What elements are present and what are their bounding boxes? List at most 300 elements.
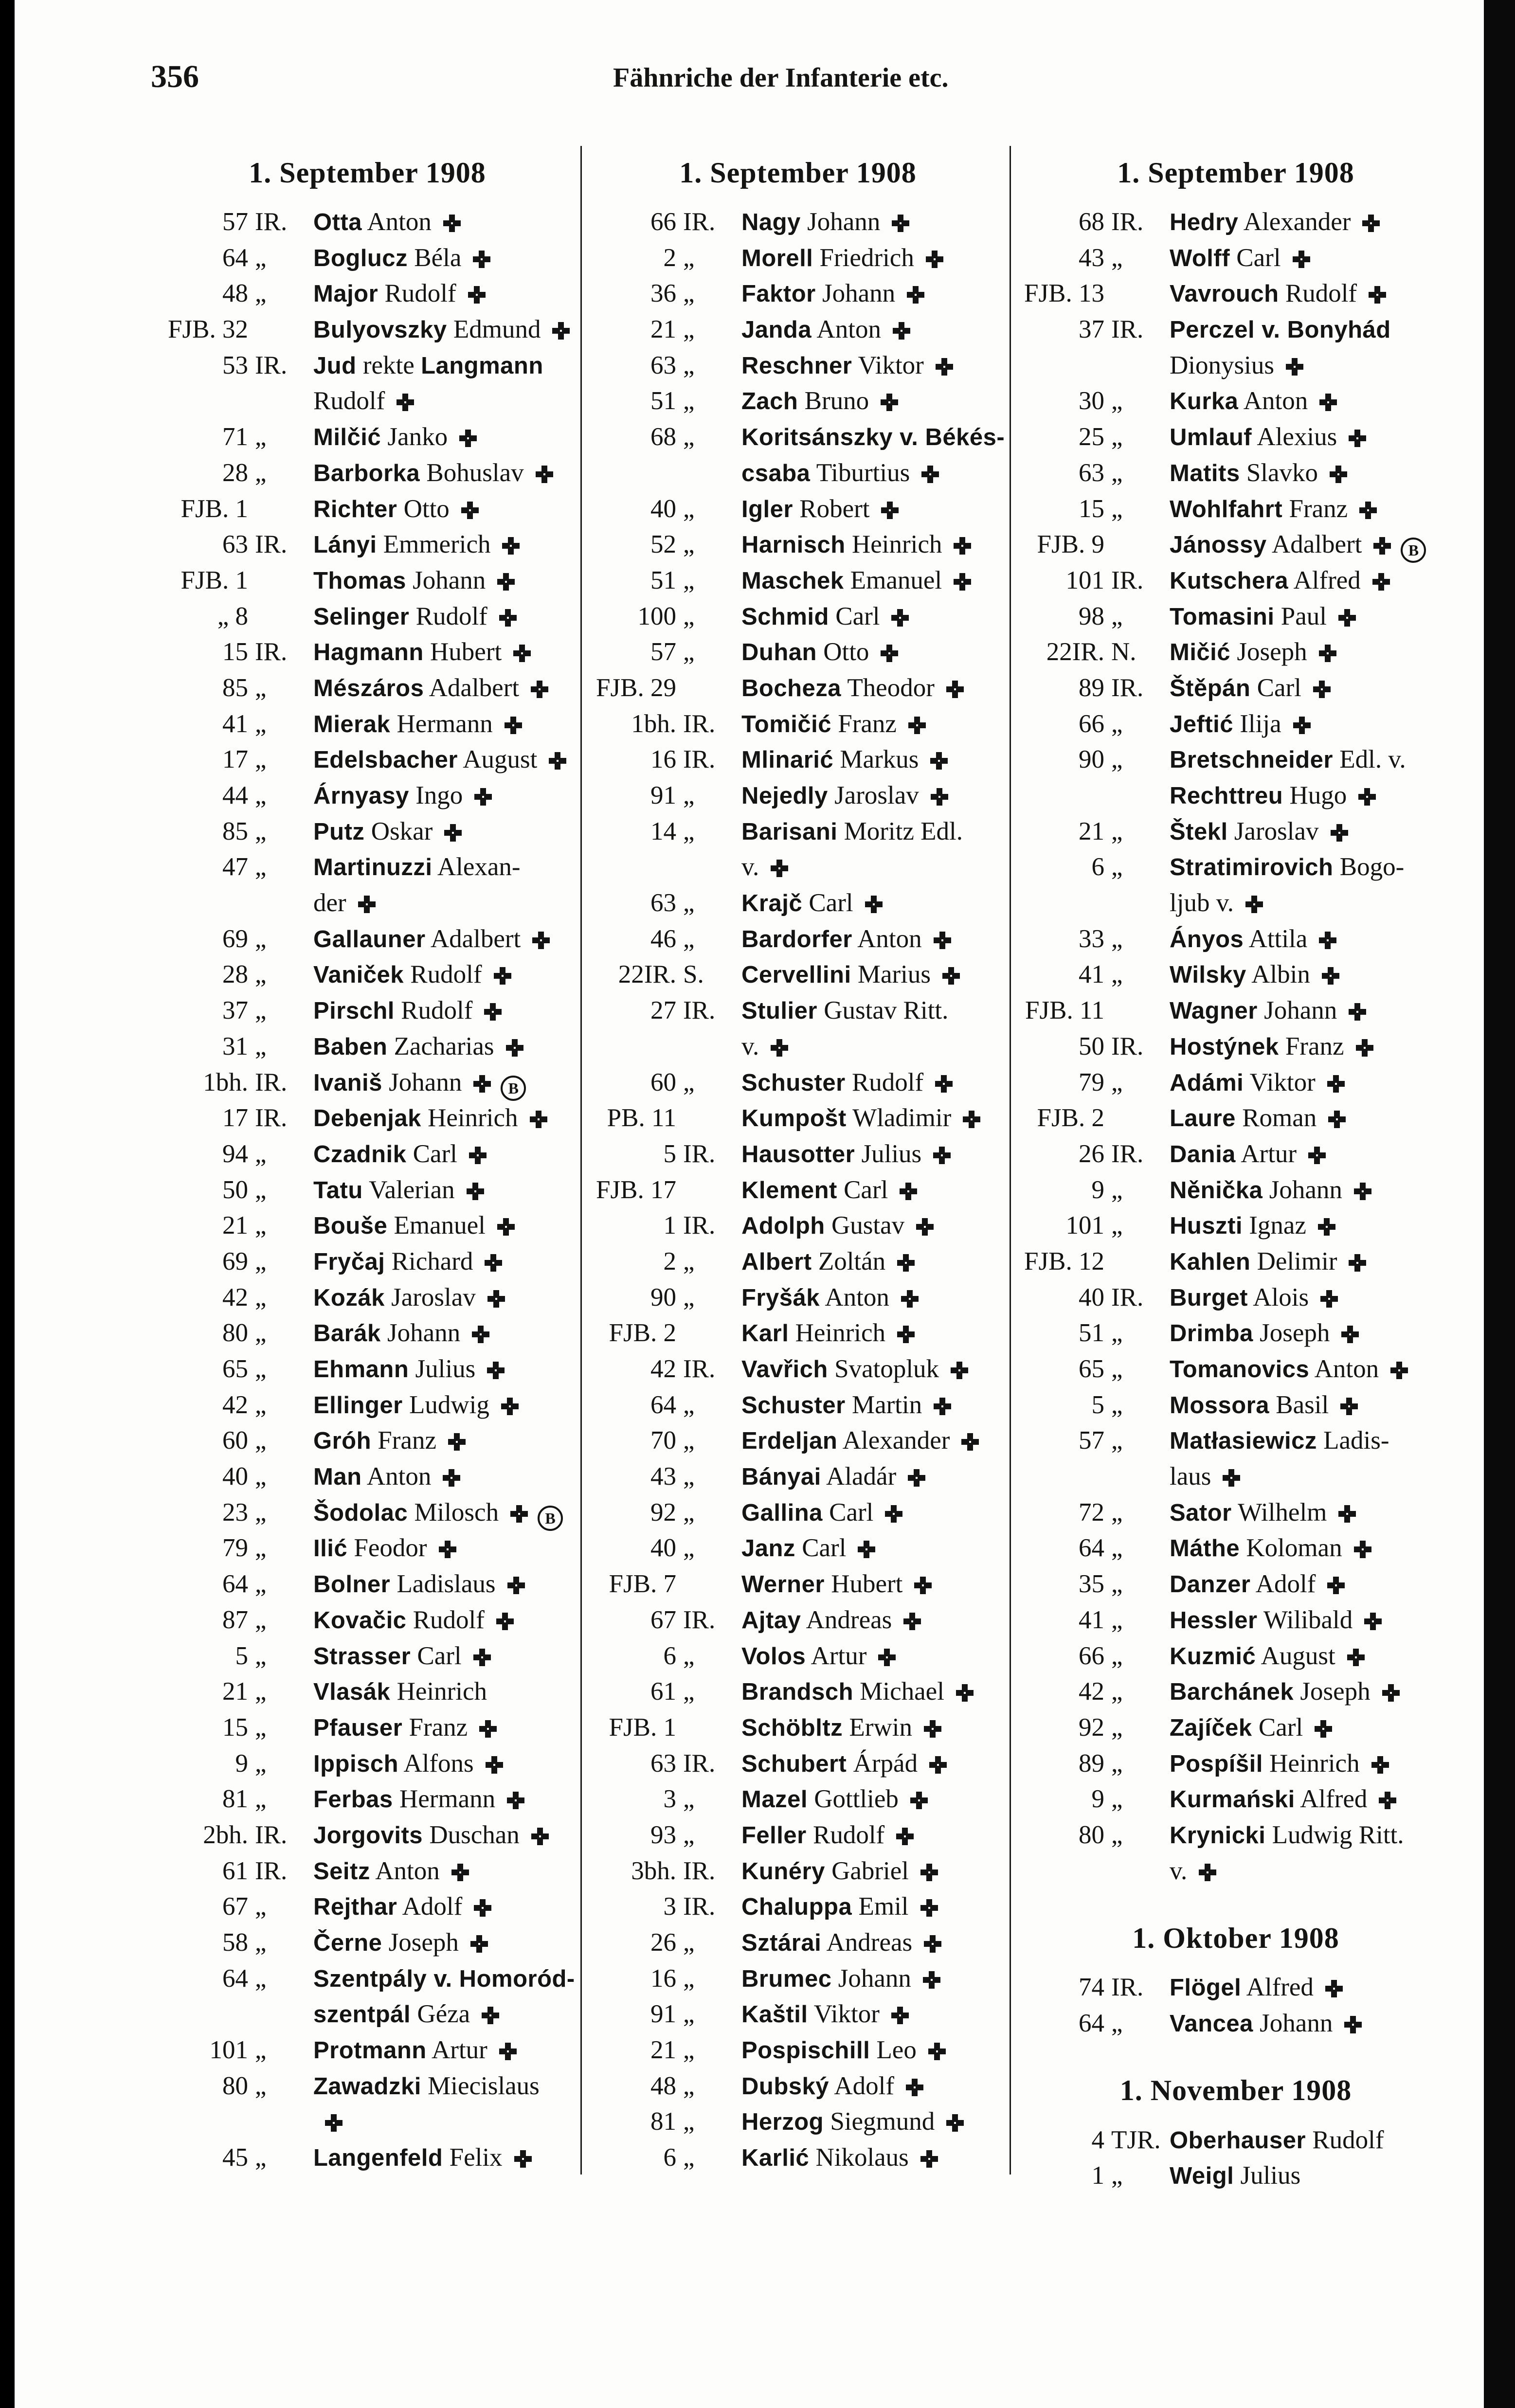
regiment-number: 80: [222, 2071, 248, 2100]
regiment-type: „: [683, 1534, 695, 1563]
surname: Langenfeld: [313, 2145, 443, 2172]
given-name: Rudolf: [1285, 279, 1357, 308]
list-item: [1017, 491, 1455, 527]
person-name: [1164, 1351, 1409, 1387]
cross-icon: [458, 429, 478, 448]
person-name: [307, 1280, 506, 1316]
cross-icon: [890, 608, 910, 628]
surname: Dania: [1170, 1141, 1236, 1168]
regiment-type: „: [255, 1355, 267, 1383]
regiment-type: „: [683, 2036, 695, 2065]
regiment-type: [1104, 1459, 1164, 1495]
person-name: [1164, 563, 1391, 599]
cross-icon: [438, 1540, 457, 1559]
list-item: [161, 1602, 574, 1638]
person-name: [736, 814, 963, 850]
person-name: [1164, 599, 1357, 635]
person-name: [736, 1925, 942, 1961]
regiment-number: 70: [650, 1426, 676, 1455]
list-item: [161, 1530, 574, 1566]
list-item: [161, 2140, 574, 2176]
cross-icon: [1372, 536, 1392, 556]
given-name: Anton: [367, 208, 432, 236]
regiment-number: 6: [663, 2143, 676, 2172]
regiment-number: FJB. 12: [1024, 1247, 1104, 1276]
given-name: Ilija: [1240, 709, 1281, 738]
person-name: [736, 634, 899, 670]
person-name: [1164, 1746, 1390, 1782]
cross-icon: [460, 501, 480, 520]
person-name: [1164, 1459, 1241, 1495]
regiment-type: „: [255, 1498, 267, 1527]
surname: Kutschera: [1170, 567, 1289, 594]
person-name: [307, 527, 521, 563]
surname: Laure: [1170, 1105, 1236, 1132]
surname: Stratimirovich: [1170, 854, 1334, 881]
given-name: Joseph: [388, 1928, 459, 1957]
cross-icon: [1378, 1791, 1397, 1810]
surname: Vavrouch: [1170, 281, 1279, 307]
person-name: [1164, 1710, 1333, 1746]
surname: Wohlfahrt: [1170, 496, 1283, 522]
cross-icon: [1348, 1253, 1367, 1273]
person-name: [1164, 2158, 1300, 2194]
regiment-type: [248, 383, 307, 419]
list-item: [589, 1602, 1007, 1638]
regiment-number: 66: [650, 208, 676, 236]
regiment-number: [589, 849, 676, 885]
regiment-type: „: [1111, 1605, 1123, 1634]
regiment-number: 46: [650, 924, 676, 953]
cross-icon: [1337, 1504, 1357, 1524]
regiment-number: 92: [650, 1498, 676, 1527]
surname: Barisani: [741, 818, 838, 845]
given-name: Bruno: [804, 387, 869, 415]
section-heading: 1. September 1908: [249, 156, 486, 189]
regiment-type: „: [683, 638, 695, 666]
given-name: Alfred: [1293, 566, 1361, 594]
regiment-type: „: [683, 351, 695, 379]
regiment-number: 21: [1079, 817, 1104, 845]
regiment-type: IR.: [683, 1892, 716, 1921]
surname: Debenjak: [313, 1105, 421, 1132]
entry-list: [1017, 204, 1455, 1889]
list-item: [161, 2032, 574, 2068]
regiment-number: 51: [650, 387, 676, 415]
regiment-number: 1: [663, 1211, 676, 1240]
given-name: Carl: [1236, 243, 1281, 272]
list-item: [1017, 1315, 1455, 1351]
cross-icon: [941, 966, 961, 986]
list-item: [589, 2032, 1007, 2068]
given-name: Alfred: [1300, 1785, 1368, 1814]
cross-icon: [1355, 1038, 1374, 1058]
given-name: Oskar: [371, 817, 433, 845]
regiment-type: „: [1111, 602, 1123, 630]
given-name: Viktor: [858, 351, 924, 379]
cross-icon: [1357, 787, 1377, 807]
list-item: [589, 634, 1007, 670]
list-item: [589, 1065, 1007, 1101]
regiment-number: [1017, 1459, 1104, 1495]
list-item: [161, 527, 574, 563]
person-name: [307, 1423, 467, 1459]
person-name: [736, 2068, 924, 2104]
cross-icon: [472, 250, 491, 269]
list-item: [589, 1961, 1007, 1997]
regiment-number: 40: [222, 1462, 248, 1491]
list-item: [589, 563, 1007, 599]
regiment-type: „: [255, 1247, 267, 1276]
cross-icon: [471, 1325, 490, 1344]
surname: csaba: [741, 460, 811, 486]
given-name: Viktor: [813, 2000, 880, 2029]
surname: Kumpošt: [741, 1105, 847, 1132]
person-name: [1164, 849, 1404, 885]
surname: Szentpály v. Homoród-: [313, 1965, 575, 1992]
surname: Hagmann: [313, 639, 424, 666]
regiment-number: 71: [222, 423, 248, 451]
regiment-number: FJB. 9: [1037, 530, 1104, 559]
person-name: [736, 1172, 918, 1208]
cross-icon: [1321, 966, 1340, 986]
person-name: [1164, 1280, 1339, 1316]
cross-icon: [1329, 465, 1348, 484]
given-name: Rudolf: [1312, 2125, 1384, 2154]
person-name: [1164, 1136, 1327, 1172]
regiment-number: 66: [1079, 709, 1104, 738]
section-heading: 1. November 1908: [1119, 2074, 1352, 2107]
cross-icon: [493, 966, 512, 986]
regiment-type: „: [1111, 1426, 1123, 1455]
given-name: Andreas: [806, 1605, 892, 1634]
list-item: [161, 921, 574, 957]
surname: Tomasini: [1170, 603, 1275, 630]
regiment-number: 14: [650, 817, 676, 845]
given-name: Martin: [851, 1390, 922, 1419]
person-name: [1164, 778, 1377, 814]
person-name: [307, 706, 523, 742]
surname: Máthe: [1170, 1535, 1240, 1562]
person-name: [307, 814, 463, 850]
surname: szentpál: [313, 2001, 411, 2028]
regiment-number: 3: [663, 1785, 676, 1814]
person-name: [736, 383, 899, 419]
regiment-type: IR.: [255, 1104, 288, 1132]
person-name: [307, 1996, 500, 2032]
column-2: [589, 141, 1007, 2176]
regiment-number: 65: [1079, 1355, 1104, 1383]
surname: Barchánek: [1170, 1679, 1294, 1706]
column-3: [1017, 141, 1455, 2194]
regiment-type: „: [683, 1820, 695, 1849]
surname: Adámi: [1170, 1069, 1244, 1096]
list-item: [589, 1710, 1007, 1746]
person-name: [1164, 1853, 1217, 1889]
person-name: [736, 527, 972, 563]
given-name: Zacharias: [394, 1032, 494, 1060]
person-name: [1164, 527, 1426, 563]
surname: Milčić: [313, 424, 381, 451]
surname: Strasser: [313, 1643, 411, 1670]
surname: Lányi: [313, 532, 377, 558]
column-divider: [1010, 146, 1011, 2174]
person-name: [307, 1674, 487, 1710]
person-name: [736, 312, 911, 348]
regiment-type: „: [1111, 1677, 1123, 1706]
entry-list: [1017, 2122, 1455, 2194]
person-name: [307, 1710, 498, 1746]
given-name: Moritz Edl.: [844, 817, 963, 845]
person-name: [1164, 1423, 1389, 1459]
given-name: Johann: [1260, 2009, 1333, 2037]
regiment-number: 93: [650, 1820, 676, 1849]
regiment-number: 43: [1079, 243, 1104, 272]
entry-list: [1017, 1970, 1455, 2041]
given-name: Viktor: [1249, 1068, 1316, 1096]
regiment-number: 85: [222, 673, 248, 702]
regiment-number: 27: [650, 996, 676, 1025]
given-name: Johann: [413, 566, 486, 594]
surname: Tomanovics: [1170, 1356, 1310, 1383]
scan-border: [1484, 0, 1515, 2408]
cross-icon: [913, 1576, 933, 1595]
regiment-number: 40: [650, 494, 676, 523]
person-name: [307, 240, 491, 276]
regiment-type: „: [255, 2036, 267, 2065]
list-item: [589, 599, 1007, 635]
given-name: Feodor: [354, 1534, 427, 1563]
cross-icon: [770, 859, 789, 878]
regiment-type: [676, 1172, 736, 1208]
regiment-number: 64: [650, 1390, 676, 1419]
list-item: [1017, 1602, 1455, 1638]
regiment-type: [676, 1029, 736, 1065]
cross-icon: [923, 1934, 942, 1954]
cross-icon: [907, 716, 927, 735]
cross-icon: [1318, 931, 1337, 950]
surname: Kurka: [1170, 388, 1239, 415]
cross-icon: [953, 536, 972, 556]
surname: Janda: [741, 317, 812, 343]
cross-icon: [962, 1110, 981, 1129]
regiment-number: FJB. 32: [168, 315, 248, 344]
person-name: [736, 993, 948, 1029]
person-name: [307, 1351, 505, 1387]
given-name: Anton: [857, 924, 922, 953]
person-name: [736, 2032, 947, 2068]
regiment-number: 26: [650, 1928, 676, 1957]
regiment-number: 64: [222, 243, 248, 272]
person-name: [307, 1387, 520, 1423]
given-name: Siegmund: [830, 2107, 935, 2136]
regiment-type: „: [683, 1283, 695, 1312]
regiment-number: [589, 1029, 676, 1065]
list-item: [161, 1925, 574, 1961]
page-number: 356: [151, 59, 199, 94]
list-item: [1017, 563, 1455, 599]
regiment-type: [676, 455, 736, 491]
given-name: Otto: [403, 494, 450, 523]
regiment-number: 37: [1079, 315, 1104, 344]
person-name: [736, 1889, 939, 1925]
regiment-type: „: [683, 387, 695, 415]
regiment-type: IR.: [1111, 1032, 1144, 1060]
cross-icon: [880, 393, 899, 412]
list-item: [161, 1961, 574, 1997]
list-item: [1017, 1351, 1455, 1387]
list-item: [589, 2068, 1007, 2104]
regiment-type: „: [255, 1749, 267, 1778]
cross-icon: [530, 680, 549, 699]
list-item: [161, 1315, 574, 1351]
regiment-type: „: [255, 709, 267, 738]
surname: Bolner: [313, 1571, 391, 1598]
given-name: Béla: [414, 243, 462, 272]
given-name: Carl: [417, 1641, 462, 1670]
regiment-type: „: [1111, 1211, 1123, 1240]
regiment-number: 9: [235, 1749, 248, 1778]
person-name: [307, 1746, 504, 1782]
column-divider: [580, 146, 582, 2174]
regiment-number: [1017, 885, 1104, 921]
given-name: Johann: [1264, 996, 1337, 1025]
regiment-type: [1104, 276, 1164, 312]
person-name: [736, 1459, 926, 1495]
given-name: Friedrich: [819, 243, 914, 272]
regiment-number: 92: [1079, 1713, 1104, 1742]
list-item: [161, 276, 574, 312]
list-item: [1017, 1853, 1455, 1889]
list-item: [1017, 957, 1455, 993]
regiment-type: „: [1111, 745, 1123, 774]
surname: Štekl: [1170, 818, 1228, 845]
person-name: [736, 1029, 789, 1065]
regiment-number: 21: [650, 2036, 676, 2065]
given-name: Alfons: [403, 1749, 474, 1778]
surname: Fryčaj: [313, 1248, 385, 1275]
cross-icon: [1292, 250, 1311, 269]
regiment-type: „: [683, 2000, 695, 2029]
cross-icon: [472, 1648, 492, 1667]
given-name: Emil: [858, 1892, 909, 1921]
regiment-number: 41: [1079, 1605, 1104, 1634]
regiment-type: „: [255, 1570, 267, 1599]
surname: Duhan: [741, 639, 817, 666]
given-name: Carl: [829, 1498, 874, 1527]
regiment-number: 101: [1065, 566, 1104, 594]
cross-icon: [920, 1898, 939, 1918]
given-name: August: [463, 745, 538, 774]
given-name: Carl: [413, 1139, 457, 1168]
given-name: Emanuel: [850, 566, 942, 594]
list-item: [161, 1638, 574, 1674]
regiment-number: 81: [222, 1785, 248, 1814]
regiment-number: 3bh.: [631, 1856, 676, 1885]
given-name: Ludwig Ritt.: [1272, 1820, 1404, 1849]
surname: Maschek: [741, 567, 844, 594]
cross-icon: [884, 1504, 903, 1524]
regiment-number: FJB. 13: [1024, 279, 1104, 308]
given-name: Milosch: [414, 1498, 499, 1527]
surname: Bardorfer: [741, 926, 852, 952]
person-name: [1164, 419, 1367, 455]
regiment-number: 74: [1079, 1973, 1104, 2002]
list-item: [161, 1100, 574, 1136]
cross-icon: [1353, 1182, 1372, 1201]
cross-icon: [920, 2149, 939, 2169]
regiment-type: „: [255, 1964, 267, 1993]
regiment-type: IR.: [683, 745, 716, 774]
person-name: [736, 1746, 948, 1782]
person-name: [736, 491, 900, 527]
person-name: [1164, 204, 1381, 240]
list-item: [161, 1208, 574, 1244]
regiment-type: „: [1111, 1570, 1123, 1599]
list-item: [589, 419, 1007, 455]
regiment-type: „: [683, 315, 695, 344]
surname: Bouše: [313, 1213, 388, 1240]
given-name: Rudolf: [812, 1820, 885, 1849]
regiment-type: „: [255, 243, 267, 272]
surname: Flögel: [1170, 1975, 1242, 2001]
regiment-type: [248, 563, 307, 599]
regiment-number: 64: [1079, 2009, 1104, 2037]
surname: Umlauf: [1170, 424, 1252, 451]
surname: Gróh: [313, 1428, 372, 1455]
given-name: Richard: [391, 1247, 473, 1276]
surname: Ányos: [1170, 926, 1244, 952]
cross-icon: [770, 1038, 789, 1058]
person-name: [307, 634, 532, 670]
cross-icon: [905, 2078, 924, 2097]
person-name: [1164, 2006, 1363, 2042]
given-name: Hermann: [399, 1785, 496, 1814]
cross-icon: [1326, 1074, 1346, 1094]
regiment-number: 23: [222, 1498, 248, 1527]
cross-icon: [498, 608, 518, 628]
person-name: [736, 455, 940, 491]
surname: Danzer: [1170, 1571, 1251, 1598]
regiment-number: 40: [650, 1534, 676, 1563]
cross-icon: [447, 1432, 467, 1452]
person-name: [1164, 348, 1304, 384]
surname: Kunéry: [741, 1858, 825, 1885]
cross-icon: [486, 1361, 505, 1380]
list-item: [589, 1674, 1007, 1710]
regiment-type: „: [683, 1426, 695, 1455]
regiment-type: IR.: [683, 1605, 716, 1634]
person-name: [736, 2104, 965, 2140]
regiment-number: 61: [650, 1677, 676, 1706]
cross-icon: [485, 1755, 504, 1775]
regiment-number: 1bh.: [203, 1068, 248, 1096]
cross-icon: [1343, 2015, 1363, 2034]
person-name: [307, 1172, 485, 1208]
regiment-type: „: [1111, 2009, 1123, 2037]
list-item: [1017, 1746, 1455, 1782]
regiment-type: [676, 1315, 736, 1351]
regiment-type: IR.: [255, 1856, 288, 1885]
surname: Wolff: [1170, 245, 1230, 271]
list-item: [589, 1638, 1007, 1674]
given-name: Zoltán: [818, 1247, 886, 1276]
regiment-number: 6: [1091, 853, 1104, 881]
list-item: [1017, 1817, 1455, 1853]
given-name: Géza: [417, 2000, 470, 2029]
regiment-type: [248, 312, 307, 348]
list-item: [161, 1244, 574, 1280]
